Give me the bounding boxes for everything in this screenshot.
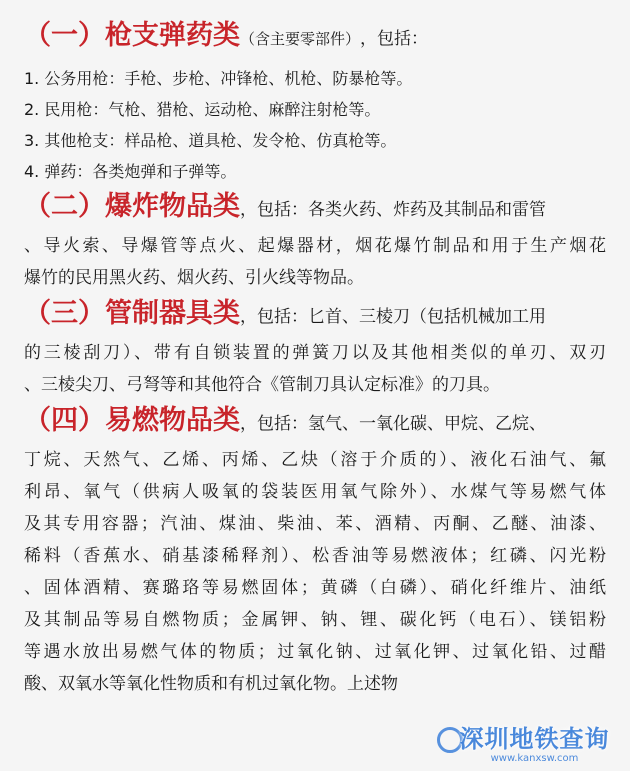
site-watermark (447, 721, 622, 769)
watermark-text: 深圳地铁查询 (459, 725, 610, 753)
section-2-body (24, 230, 606, 294)
text-line: 的三棱刮刀）、带有自锁装置的弹簧刀以及其他相类似的单刃、双刃 (24, 343, 606, 363)
section-4-title (24, 401, 606, 444)
section-1-heading: （一）枪支弹药类 (24, 20, 240, 51)
text-line: 、固体酒精、赛璐珞等易燃固体；黄磷（白磷）、硝化纤维片、油纸 (24, 578, 606, 598)
section-4-body (24, 444, 606, 700)
list-item: 3. 其他枪支：样品枪、道具枪、发令枪、仿真枪等。 (24, 131, 397, 150)
section-1-paren-note: （含主要零部件） (240, 30, 361, 48)
text-line: 、三棱尖刀、弓弩等和其他符合《管制刀具认定标准》的刀具。 (24, 375, 500, 395)
section-2-intro: ，包括：各类火药、炸药及其制品和雷管 (240, 200, 546, 220)
list-item: 2. 民用枪：气枪、猎枪、运动枪、麻醉注射枪等。 (24, 100, 381, 119)
list-item: 1. 公务用枪：手枪、步枪、冲锋枪、机枪、防暴枪等。 (24, 69, 413, 88)
text-line: 爆竹的民用黑火药、烟火药、引火线等物品。 (24, 268, 364, 288)
section-1-title (24, 16, 606, 59)
section-2-heading: （二）爆炸物品类 (24, 191, 240, 222)
text-line: 及其专用容器；汽油、煤油、柴油、苯、酒精、丙酮、乙醚、油漆、 (24, 514, 606, 534)
section-4-heading: （四）易燃物品类 (24, 405, 240, 436)
text-line: 等遇水放出易燃气体的物质；过氧化钠、过氧化钾、过氧化铅、过醋 (24, 642, 606, 662)
section-1-list (24, 63, 606, 187)
text-line: 稀料（香蕉水、硝基漆稀释剂）、松香油等易燃液体；红磷、闪光粉 (24, 546, 606, 566)
section-3-heading: （三）管制器具类 (24, 298, 240, 329)
section-1-intro: ，包括： (360, 29, 429, 49)
text-line: 丁烷、天然气、乙烯、丙烯、乙炔（溶于介质的）、液化石油气、氟 (24, 450, 606, 470)
watermark-url: www.kanxsw.com (490, 753, 579, 764)
text-line: 、导火索、导爆管等点火、起爆器材，烟花爆竹制品和用于生产烟花 (24, 236, 606, 256)
section-3-title (24, 294, 606, 337)
text-line: 酸、双氧水等氧化性物质和有机过氧化物。上述物 (24, 674, 398, 694)
section-3-intro: ，包括：匕首、三棱刀（包括机械加工用 (240, 307, 546, 327)
section-4-intro: ，包括：氢气、一氧化碳、甲烷、乙烷、 (240, 414, 546, 434)
text-line: 利昂、氧气（供病人吸氧的袋装医用氧气除外）、水煤气等易燃气体 (24, 482, 606, 502)
section-2-title (24, 187, 606, 230)
section-3-body (24, 337, 606, 401)
text-line: 及其制品等易自燃物质；金属钾、钠、锂、碳化钙（电石）、镁铝粉 (24, 610, 606, 630)
list-item: 4. 弹药：各类炮弹和子弹等。 (24, 162, 237, 181)
